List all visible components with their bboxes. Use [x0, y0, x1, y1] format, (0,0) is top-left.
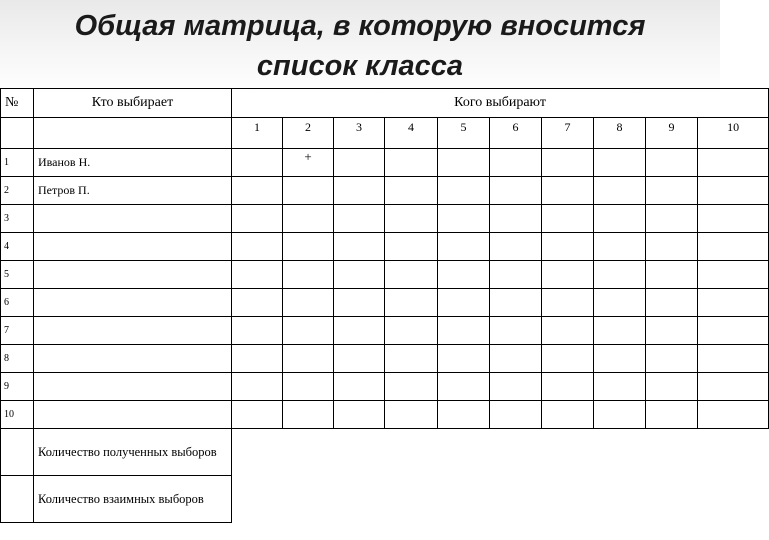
- table-row: [1, 289, 769, 317]
- choice-cell: [646, 149, 698, 177]
- choice-cell: [594, 233, 646, 261]
- column-number-label: 10: [727, 119, 740, 134]
- student-name: Петров П.: [34, 177, 232, 205]
- student-name: [34, 317, 232, 345]
- column-number-label: 1: [254, 119, 260, 134]
- choice-cell: [594, 373, 646, 401]
- column-number-label: 4: [408, 119, 414, 134]
- choice-cell: [438, 289, 490, 317]
- column-number-label: 6: [512, 119, 519, 134]
- choice-cell: [646, 345, 698, 373]
- row-number: 6: [1, 289, 34, 317]
- choice-cell: [646, 289, 698, 317]
- choice-cell: [283, 317, 334, 345]
- student-name: Иванов Н.: [34, 149, 232, 177]
- choice-cell: [232, 317, 283, 345]
- row-number: 4: [1, 233, 34, 261]
- sociometric-matrix: [0, 88, 769, 523]
- choice-cell: [385, 317, 438, 345]
- header-row: [1, 89, 769, 118]
- column-number: [283, 118, 334, 149]
- row-number: 10: [1, 401, 34, 429]
- choice-cell: [385, 373, 438, 401]
- choice-cell: [438, 345, 490, 373]
- choice-cell: [232, 373, 283, 401]
- choice-cell: [232, 261, 283, 289]
- choice-cell: [594, 317, 646, 345]
- table-row: [1, 345, 769, 373]
- choice-cell: [385, 261, 438, 289]
- choice-cell: [542, 345, 594, 373]
- choice-cell: [646, 233, 698, 261]
- student-name: [34, 289, 232, 317]
- choice-cell: [334, 261, 385, 289]
- choice-cell: [438, 149, 490, 177]
- student-name: [34, 373, 232, 401]
- choice-cell: [232, 149, 283, 177]
- choice-cell: [334, 373, 385, 401]
- choice-cell: [438, 317, 490, 345]
- choice-cell: [385, 289, 438, 317]
- summary-label: Количество взаимных выборов: [34, 476, 232, 523]
- choice-cell: [385, 233, 438, 261]
- choice-cell: [542, 289, 594, 317]
- choice-cell: [334, 401, 385, 429]
- student-name: [34, 345, 232, 373]
- choice-cell: [490, 261, 542, 289]
- summary-row: [1, 476, 769, 523]
- header-number: №: [1, 89, 34, 118]
- choice-cell: [385, 177, 438, 205]
- choice-cell: [594, 205, 646, 233]
- choice-cell: [646, 205, 698, 233]
- choice-cell: [385, 345, 438, 373]
- choice-cell: [594, 149, 646, 177]
- row-number: 9: [1, 373, 34, 401]
- choice-cell: [283, 345, 334, 373]
- table-row: [1, 317, 769, 345]
- choice-cell: [334, 345, 385, 373]
- column-number: [232, 118, 283, 149]
- row-number: 1: [1, 149, 34, 177]
- choice-cell: [594, 401, 646, 429]
- choice-cell: [438, 233, 490, 261]
- student-name: [34, 233, 232, 261]
- choice-cell: [490, 233, 542, 261]
- column-number-row: [1, 118, 769, 149]
- choice-cell: [490, 177, 542, 205]
- choice-cell: [490, 317, 542, 345]
- column-number-label: 8: [616, 119, 623, 134]
- student-name: [34, 205, 232, 233]
- choice-cell: [334, 317, 385, 345]
- row-number: 3: [1, 205, 34, 233]
- choice-cell: +: [283, 149, 334, 177]
- header-whom-chosen: Кого выбирают: [232, 89, 769, 118]
- choice-cell: [542, 401, 594, 429]
- choice-cell: [232, 233, 283, 261]
- table-row: [1, 149, 769, 177]
- column-number-label: 3: [356, 119, 362, 134]
- column-number-label: 5: [460, 119, 467, 134]
- choice-cell: [542, 149, 594, 177]
- summary-label: Количество полученных выборов: [34, 429, 232, 476]
- header-who-chooses: Кто выбирает: [34, 89, 232, 118]
- choice-cell: [490, 401, 542, 429]
- choice-cell: [698, 177, 769, 205]
- empty-area: [232, 429, 769, 476]
- choice-cell: [283, 261, 334, 289]
- choice-cell: [283, 177, 334, 205]
- column-number: [438, 118, 490, 149]
- table-row: [1, 373, 769, 401]
- choice-cell: [646, 373, 698, 401]
- choice-cell: [646, 317, 698, 345]
- choice-cell: [438, 261, 490, 289]
- choice-cell: [438, 373, 490, 401]
- choice-cell: [334, 233, 385, 261]
- column-number: [646, 118, 698, 149]
- choice-cell: [698, 289, 769, 317]
- column-number: [698, 118, 769, 149]
- choice-cell: [232, 345, 283, 373]
- choice-cell: [438, 205, 490, 233]
- choice-cell: [438, 401, 490, 429]
- row-number: 8: [1, 345, 34, 373]
- empty-cell: [1, 118, 34, 149]
- row-number: 2: [1, 177, 34, 205]
- choice-cell: [542, 205, 594, 233]
- choice-cell: [646, 401, 698, 429]
- choice-cell: [490, 205, 542, 233]
- choice-cell: [698, 317, 769, 345]
- student-name: [34, 401, 232, 429]
- choice-cell: [232, 289, 283, 317]
- choice-cell: [698, 261, 769, 289]
- empty-cell: [34, 118, 232, 149]
- choice-cell: [594, 177, 646, 205]
- choice-cell: [334, 205, 385, 233]
- choice-cell: [490, 345, 542, 373]
- choice-cell: [385, 205, 438, 233]
- choice-cell: [594, 345, 646, 373]
- choice-cell: [646, 261, 698, 289]
- title-line-2: список класса: [256, 50, 464, 82]
- table-row: [1, 261, 769, 289]
- choice-cell: [698, 233, 769, 261]
- column-number: [594, 118, 646, 149]
- summary-row: [1, 429, 769, 476]
- table-row: [1, 233, 769, 261]
- choice-cell: [594, 261, 646, 289]
- table-row: [1, 177, 769, 205]
- column-number-label: 2: [305, 119, 311, 134]
- choice-cell: [542, 261, 594, 289]
- choice-cell: [438, 177, 490, 205]
- choice-cell: [334, 177, 385, 205]
- table-row: [1, 401, 769, 429]
- choice-cell: [283, 289, 334, 317]
- choice-cell: [490, 289, 542, 317]
- column-number: [490, 118, 542, 149]
- column-number: [334, 118, 385, 149]
- title-line-1: Общая матрица, в которую вносится: [74, 10, 646, 42]
- column-number-label: 7: [564, 119, 571, 134]
- choice-cell: [334, 149, 385, 177]
- choice-cell: [698, 373, 769, 401]
- choice-cell: [698, 345, 769, 373]
- choice-cell: [542, 373, 594, 401]
- choice-cell: [283, 205, 334, 233]
- choice-cell: [490, 149, 542, 177]
- column-number: [385, 118, 438, 149]
- choice-cell: [698, 205, 769, 233]
- empty-cell: [1, 476, 34, 523]
- empty-cell: [1, 429, 34, 476]
- choice-cell: [542, 233, 594, 261]
- choice-cell: [646, 177, 698, 205]
- choice-cell: [542, 177, 594, 205]
- table-row: [1, 205, 769, 233]
- column-number: [542, 118, 594, 149]
- student-name: [34, 261, 232, 289]
- choice-cell: [385, 149, 438, 177]
- empty-area: [232, 476, 769, 523]
- choice-cell: [490, 373, 542, 401]
- choice-cell: [232, 401, 283, 429]
- choice-cell: [283, 373, 334, 401]
- row-number: 7: [1, 317, 34, 345]
- choice-cell: [698, 401, 769, 429]
- choice-cell: [283, 233, 334, 261]
- choice-cell: [542, 317, 594, 345]
- choice-cell: [385, 401, 438, 429]
- choice-cell: [698, 149, 769, 177]
- choice-cell: [232, 205, 283, 233]
- column-number-label: 9: [668, 119, 675, 134]
- choice-cell: [594, 289, 646, 317]
- slide-title: [0, 6, 720, 86]
- choice-cell: [334, 289, 385, 317]
- row-number: 5: [1, 261, 34, 289]
- choice-cell: [283, 401, 334, 429]
- choice-cell: [232, 177, 283, 205]
